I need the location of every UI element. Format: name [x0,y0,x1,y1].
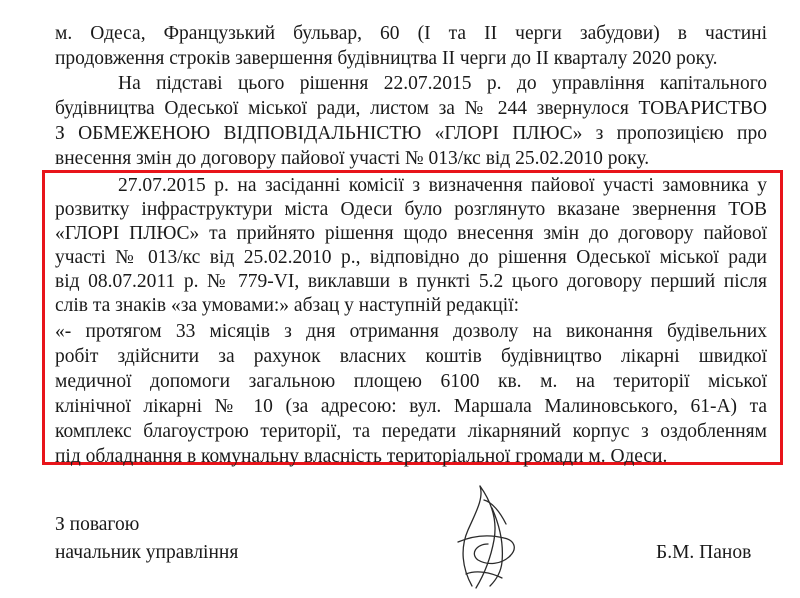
signature-mark [432,478,542,593]
highlighted-line: розвитку інфраструктури міста Одеси було розглянуто вказане звернення ТОВ [55,199,767,220]
paragraph-line: м. Одеса, Французький бульвар, 60 (I та II черги забудови) в частині [55,23,767,44]
position-text: начальник управління [55,542,239,563]
signatory-name: Б.М. Панов [656,542,752,563]
highlighted-line: під обладнання в комунальну власність територіальної громади м. Одеси. [55,446,668,467]
highlighted-line: 27.07.2015 р. на засіданні комісії з визначення пайової участі замовника у [118,175,767,196]
highlighted-line: медичної допомоги загальною площею 6100 кв. м. на території міської [55,371,767,392]
highlighted-line: комплекс благоустрою території, та передати лікарняний корпус з оздобленням [55,421,767,442]
highlighted-line: слів та знаків «за умовами:» абзац у наступній редакції: [55,295,520,316]
highlighted-line: клінічної лікарні № 10 (за адресою: вул. Маршала Малиновського, 61-А) та [55,396,767,417]
highlighted-line: від 08.07.2011 р. № 779-VI, виклавши в пункті 5.2 цього договору перший після [55,271,767,292]
highlighted-line: «ГЛОРІ ПЛЮС» та прийнято рішення щодо внесення змін до договору пайової [55,223,767,244]
paragraph-line: внесення змін до договору пайової участі № 013/кс від 25.02.2010 року. [55,148,650,169]
highlighted-line: «- протягом 33 місяців з дня отримання дозволу на виконання будівельних [55,321,767,342]
closing-text: З повагою [55,514,140,535]
highlighted-line: участі № 013/кс від 25.02.2010 р., відповідно до рішення Одеської міської ради [55,247,767,268]
paragraph-line: будівництва Одеської міської ради, листом за № 244 звернулося ТОВАРИСТВО [55,98,767,119]
paragraph-line: продовження строків завершення будівництва II черги до II кварталу 2020 року. [55,48,718,69]
highlighted-line: робіт здійснити за рахунок власних коштів будівництво лікарні швидкої [55,346,767,367]
paragraph-line: На підставі цього рішення 22.07.2015 р. до управління капітального [118,73,767,94]
paragraph-line: З ОБМЕЖЕНОЮ ВІДПОВІДАЛЬНІСТЮ «ГЛОРІ ПЛЮС» з пропозицією про [55,123,767,144]
